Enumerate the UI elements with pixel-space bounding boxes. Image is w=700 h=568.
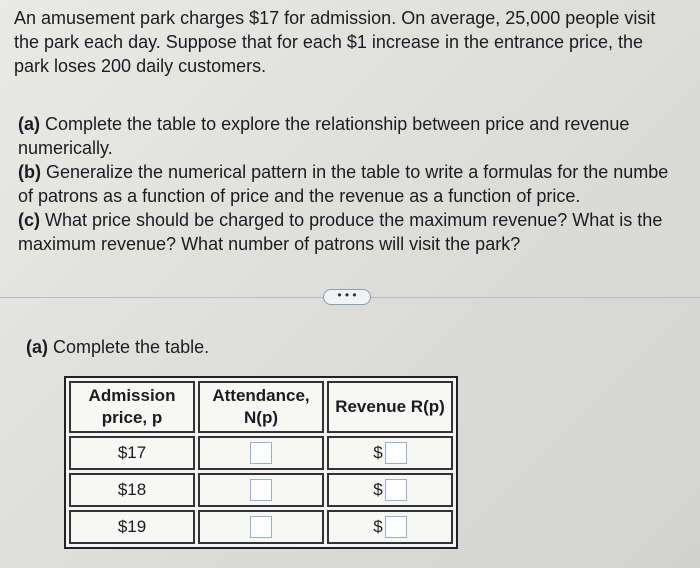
price-cell: $18 [69, 473, 195, 507]
problem-statement [14, 6, 700, 78]
price-revenue-table [64, 376, 458, 549]
attendance-input[interactable] [250, 442, 272, 464]
header-price: Admission price, p [69, 381, 195, 433]
subsection-label: (a) [26, 337, 48, 357]
part-a [18, 112, 700, 136]
part-b-label: (b) [18, 162, 41, 182]
revenue-input[interactable] [385, 442, 407, 464]
header-revenue: Revenue R(p) [327, 381, 453, 433]
subsection-heading [26, 335, 209, 359]
attendance-cell [198, 510, 324, 544]
header-attendance: Attendance, N(p) [198, 381, 324, 433]
revenue-cell [327, 510, 453, 544]
part-a-cont: numerically. [18, 138, 113, 158]
dollar-sign: $ [373, 517, 383, 536]
part-c [18, 208, 700, 232]
attendance-input[interactable] [250, 516, 272, 538]
revenue-cell [327, 473, 453, 507]
dollar-sign: $ [373, 480, 383, 499]
part-c-cont: maximum revenue? What number of patrons will visit the park? [18, 234, 521, 254]
part-b [18, 160, 700, 184]
price-cell: $17 [69, 436, 195, 470]
problem-line: the park each day. Suppose that for each $1 increase in the entrance price, the [14, 32, 644, 52]
attendance-cell [198, 436, 324, 470]
dollar-sign: $ [373, 443, 383, 462]
part-c-text: What price should be charged to produce the maximum revenue? What is the [40, 210, 663, 230]
subsection-text: Complete the table. [48, 337, 210, 357]
table-row [69, 473, 453, 507]
part-a-label: (a) [18, 114, 40, 134]
problem-line: park loses 200 daily customers. [14, 56, 267, 76]
part-b-cont: of patrons as a function of price and the revenue as a function of price. [18, 186, 581, 206]
part-b-text: Generalize the numerical pattern in the table to write a formulas for the numbe [40, 162, 669, 182]
problem-line: An amusement park charges $17 for admission. On average, 25,000 people visit [14, 8, 656, 28]
revenue-cell [327, 436, 453, 470]
question-parts [18, 112, 700, 256]
part-a-text: Complete the table to explore the relationship between price and revenue [40, 114, 630, 134]
attendance-cell [198, 473, 324, 507]
price-cell: $19 [69, 510, 195, 544]
revenue-input[interactable] [385, 516, 407, 538]
attendance-input[interactable] [250, 479, 272, 501]
revenue-input[interactable] [385, 479, 407, 501]
part-c-label: (c) [18, 210, 40, 230]
table-row [69, 510, 453, 544]
expand-more-button[interactable]: • • • [323, 289, 371, 305]
table-row [69, 436, 453, 470]
